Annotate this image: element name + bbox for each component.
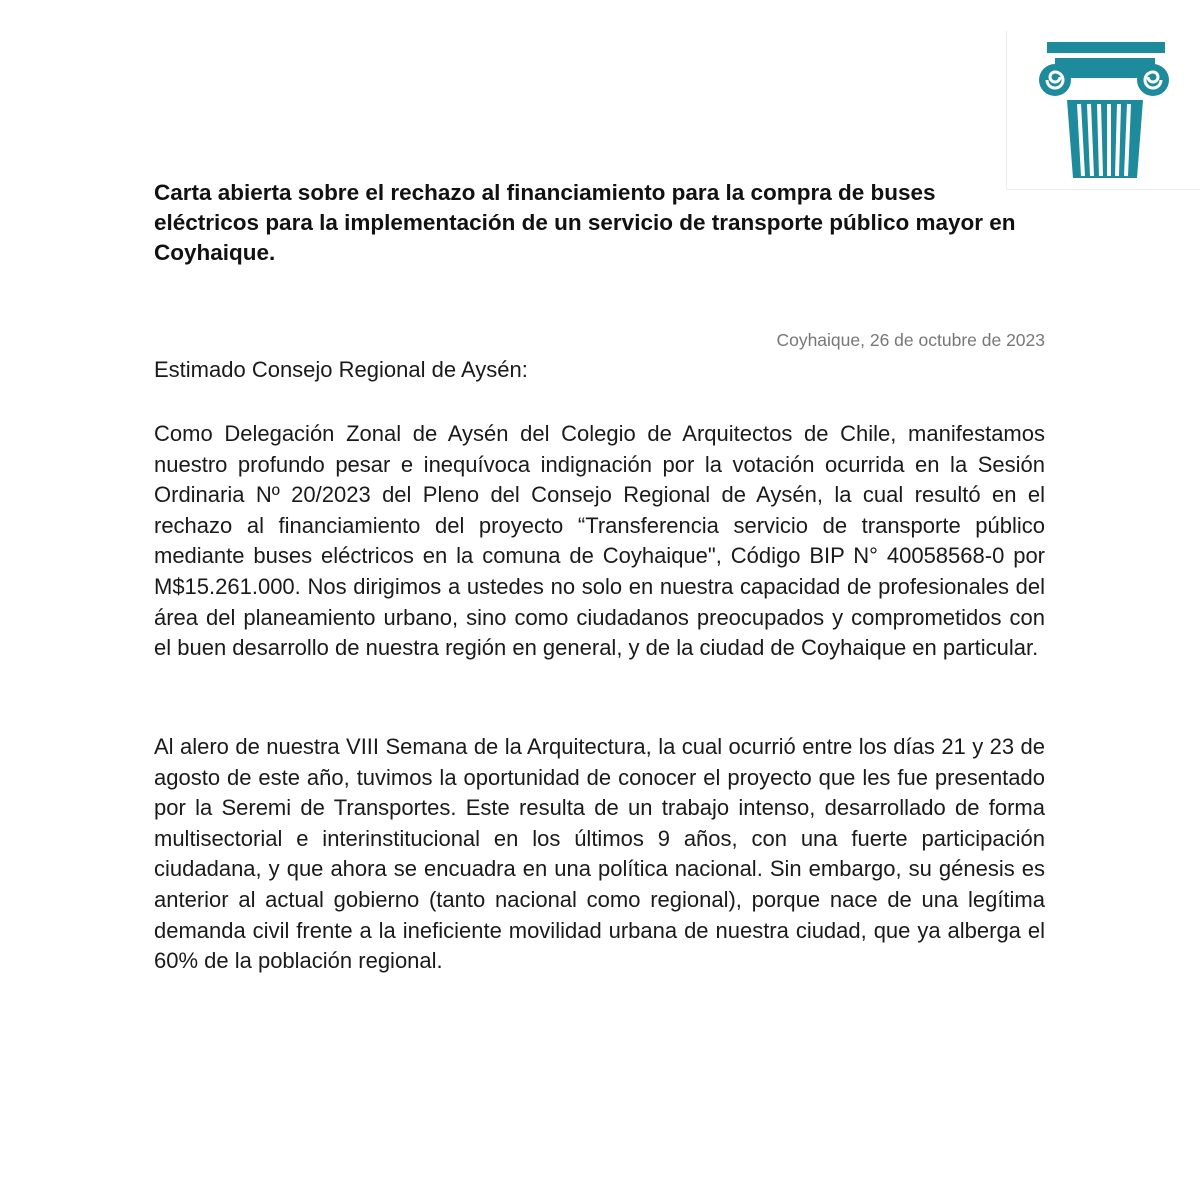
ionic-column-icon bbox=[1033, 40, 1175, 180]
letter-salutation: Estimado Consejo Regional de Aysén: bbox=[154, 357, 528, 382]
letter-title: Carta abierta sobre el rechazo al financiamiento para la compra de buses eléctricos para la implementación de un servicio de transporte público mayor en Coyhaique. bbox=[154, 180, 1016, 265]
letter-paragraph: Como Delegación Zonal de Aysén del Colegio de Arquitectos de Chile, manifestamos nuestro profundo pesar e inequívoca indignación por la votación ocurrida en la Sesión Ordinaria Nº 20/2023 del Pleno del Consejo Regional de Aysén, la cual resultó en el rechazo al financiamiento del proyecto “Transferencia servicio de transporte público mediante buses eléctricos en la comuna de Coyhaique", Código BIP N° 40058568-0 por M$15.261.000. Nos dirigimos a ustedes no solo en nuestra capacidad de profesionales del área del planeamiento urbano, sino como ciudadanos preocupados y comprometidos con el buen desarrollo de nuestra región en general, y de la ciudad de Coyhaique en particular. bbox=[154, 421, 1045, 661]
letter-date: Coyhaique, 26 de octubre de 2023 bbox=[776, 330, 1045, 350]
logo bbox=[1006, 31, 1200, 190]
letter-paragraph: Al alero de nuestra VIII Semana de la Arquitectura, la cual ocurrió entre los días 21 y 23 de agosto de este año, tuvimos la oportunidad de conocer el proyecto que les fue presentado por la Seremi de Transportes. Este resulta de un trabajo intenso, desarrollado de forma multisectorial e interinstitucional en los últimos 9 años, con una fuerte participación ciudadana, y que ahora se encuadra en una política nacional. Sin embargo, su génesis es anterior al actual gobierno (tanto nacional como regional), porque nace de una legítima demanda civil frente a la ineficiente movilidad urbana de nuestra ciudad, que ya alberga el 60% de la población regional. bbox=[154, 734, 1045, 974]
